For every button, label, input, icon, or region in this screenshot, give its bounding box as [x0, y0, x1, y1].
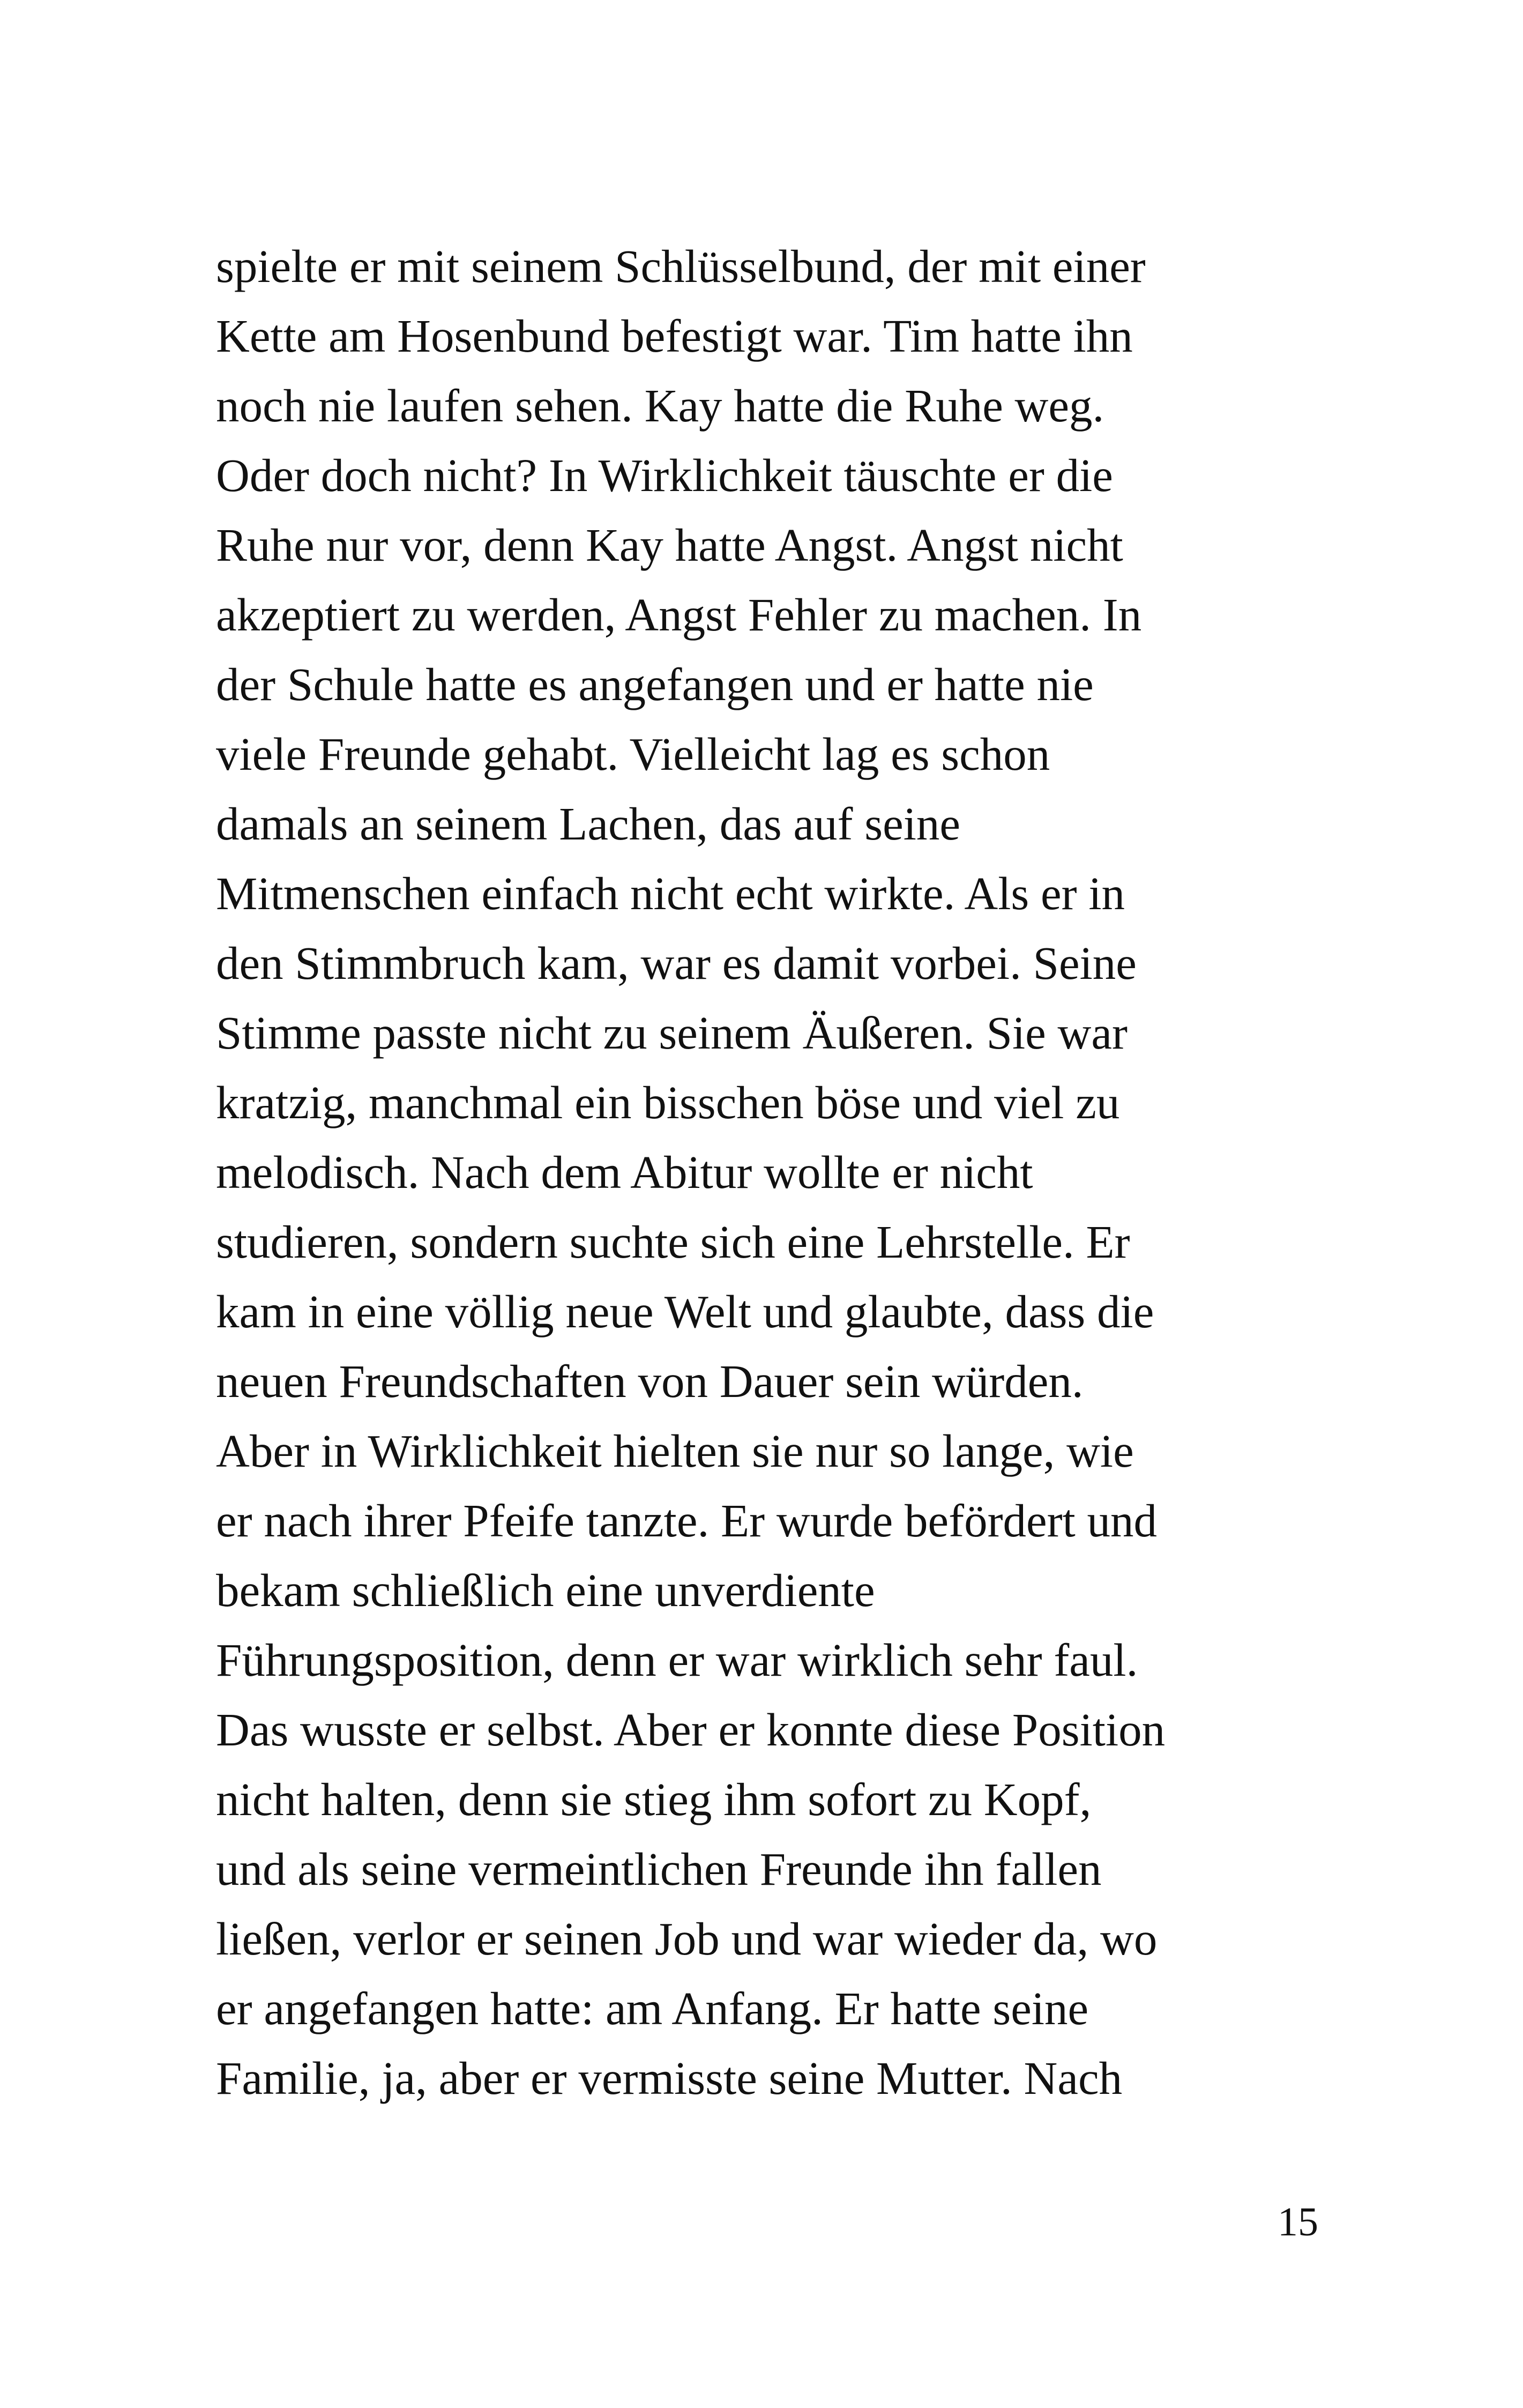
- text-line: Aber in Wirklichkeit hielten sie nur so lange, wie: [216, 1425, 1134, 1477]
- text-line: melodisch. Nach dem Abitur wollte er nicht: [216, 1146, 1033, 1198]
- text-line: neuen Freundschaften von Dauer sein würden.: [216, 1355, 1084, 1407]
- text-line: Familie, ja, aber er vermisste seine Mutter. Nach: [216, 2052, 1123, 2104]
- text-line: und als seine vermeintlichen Freunde ihn fallen: [216, 1843, 1102, 1895]
- text-line: viele Freunde gehabt. Vielleicht lag es schon: [216, 728, 1050, 780]
- text-line: den Stimmbruch kam, war es damit vorbei. Seine: [216, 937, 1137, 989]
- text-line: der Schule hatte es angefangen und er hatte nie: [216, 658, 1094, 710]
- text-line: akzeptiert zu werden, Angst Fehler zu machen. In: [216, 589, 1142, 641]
- text-line: er angefangen hatte: am Anfang. Er hatte seine: [216, 1982, 1089, 2034]
- text-line: Kette am Hosenbund befestigt war. Tim hatte ihn: [216, 310, 1133, 362]
- text-line: kam in eine völlig neue Welt und glaubte, dass die: [216, 1285, 1154, 1337]
- text-line: ließen, verlor er seinen Job und war wieder da, wo: [216, 1913, 1158, 1965]
- text-line: Stimme passte nicht zu seinem Äußeren. Sie war: [216, 1007, 1128, 1059]
- body-text: [216, 232, 1341, 2113]
- text-line: damals an seinem Lachen, das auf seine: [216, 798, 961, 850]
- text-line: Das wusste er selbst. Aber er konnte diese Position: [216, 1704, 1166, 1756]
- text-line: er nach ihrer Pfeife tanzte. Er wurde befördert und: [216, 1495, 1158, 1547]
- text-line: noch nie laufen sehen. Kay hatte die Ruhe weg.: [216, 380, 1104, 432]
- text-line: Führungsposition, denn er war wirklich sehr faul.: [216, 1634, 1138, 1686]
- text-line: kratzig, manchmal ein bisschen böse und viel zu: [216, 1076, 1120, 1128]
- text-line: nicht halten, denn sie stieg ihm sofort zu Kopf,: [216, 1773, 1092, 1825]
- text-line: bekam schließlich eine unverdiente: [216, 1564, 875, 1616]
- page-number: 15: [1278, 2199, 1318, 2245]
- text-line: Ruhe nur vor, denn Kay hatte Angst. Angst nicht: [216, 519, 1123, 571]
- text-line: Mitmenschen einfach nicht echt wirkte. Als er in: [216, 867, 1125, 919]
- text-line: spielte er mit seinem Schlüsselbund, der mit einer: [216, 240, 1146, 292]
- text-line: Oder doch nicht? In Wirklichkeit täuschte er die: [216, 449, 1113, 501]
- text-line: studieren, sondern suchte sich eine Lehrstelle. Er: [216, 1216, 1130, 1268]
